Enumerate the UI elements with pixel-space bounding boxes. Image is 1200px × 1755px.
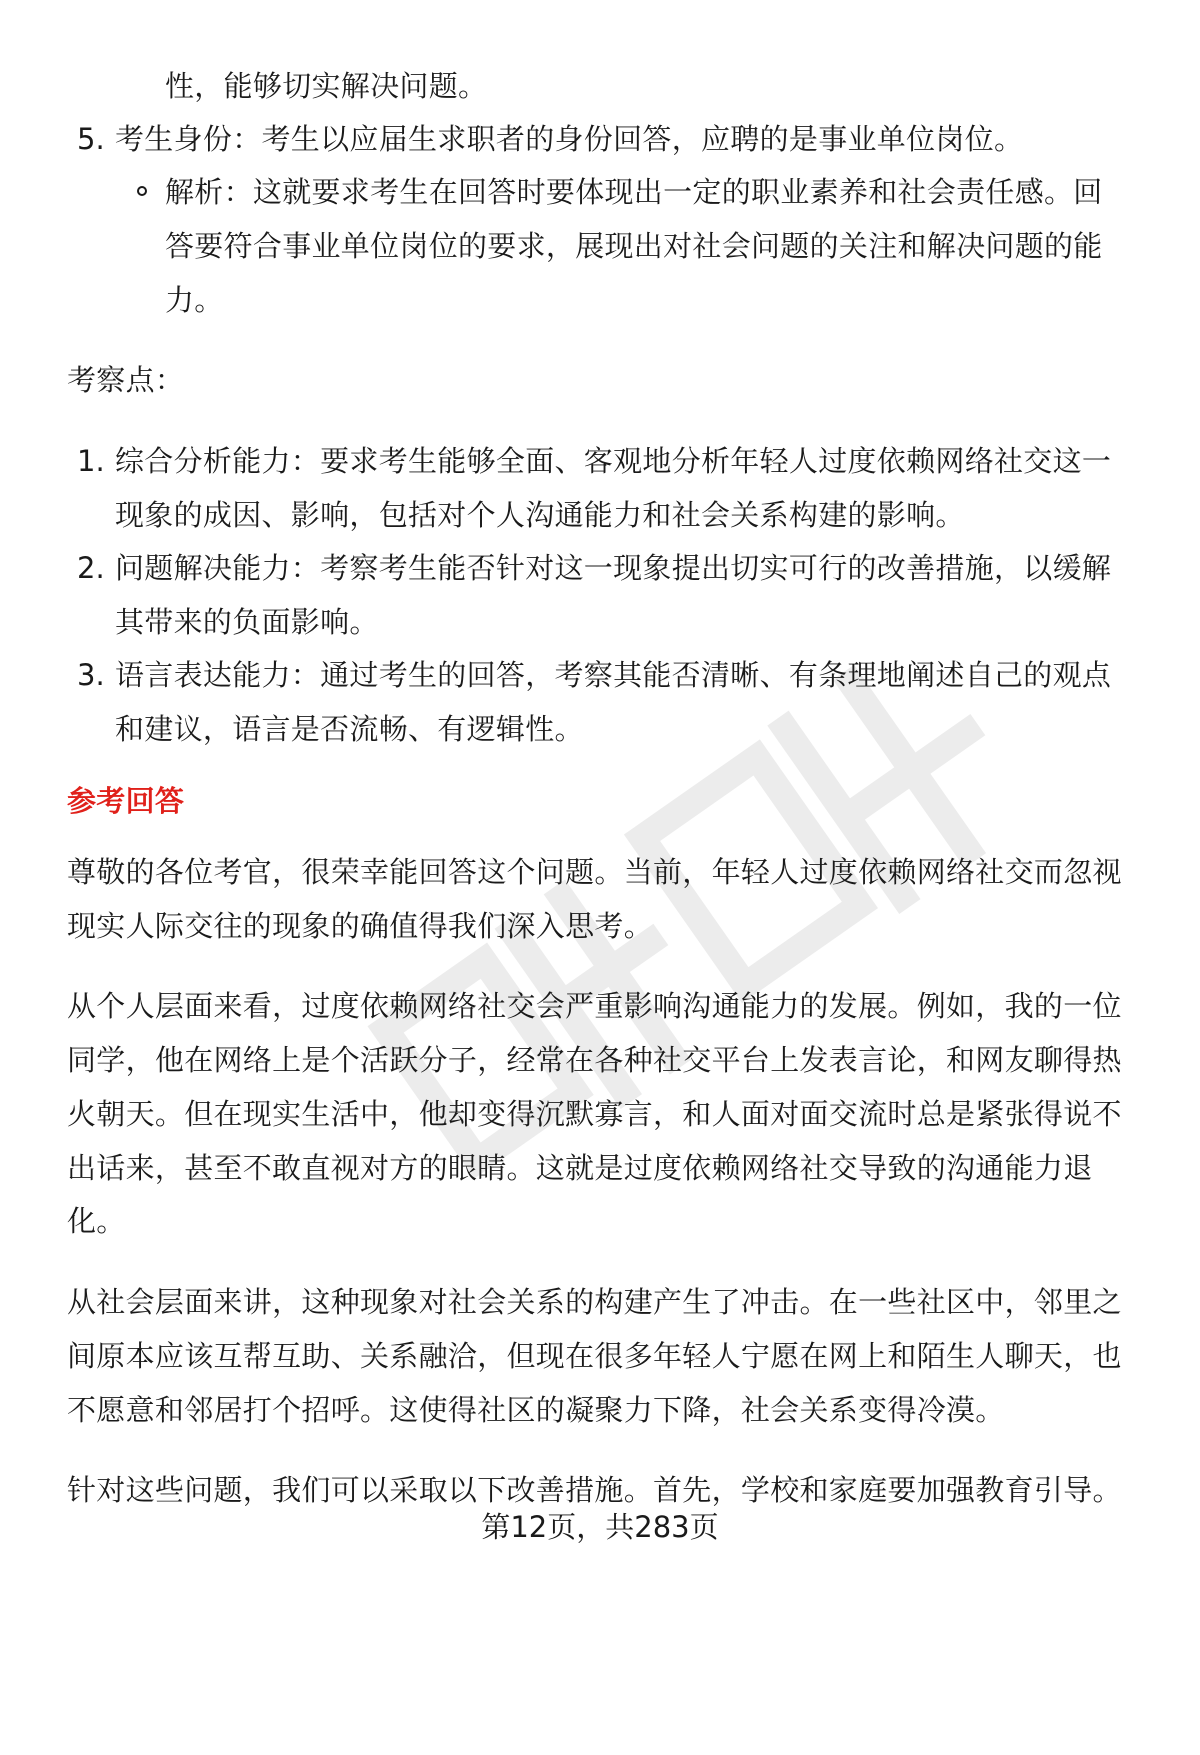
paragraph-line: 针对这些问题，我们可以采取以下改善措施。首先，学校和家庭要加强教育引导。 [67, 1473, 1122, 1507]
list-number: 3. [77, 658, 105, 692]
assessment-line: 现象的成因、影响，包括对个人沟通能力和社会关系构建的影响。 [115, 498, 965, 532]
paragraph-line: 从个人层面来看，过度依赖网络社交会严重影响沟通能力的发展。例如，我的一位 [67, 989, 1122, 1023]
assessment-line: 其带来的负面影响。 [115, 605, 379, 639]
assessment-line: 语言表达能力：通过考生的回答，考察其能否清晰、有条理地阐述自己的观点 [115, 658, 1112, 692]
analysis-line: 解析：这就要求考生在回答时要体现出一定的职业素养和社会责任感。回 [165, 175, 1103, 209]
paragraph-line: 同学，他在网络上是个活跃分子，经常在各种社交平台上发表言论，和网友聊得热 [67, 1043, 1122, 1077]
reference-heading: 参考回答 [67, 784, 185, 818]
circle-bullet-icon [137, 186, 147, 196]
assessment-line: 和建议，语言是否流畅、有逻辑性。 [115, 712, 584, 746]
page-number: 第12页，共283页 [481, 1510, 719, 1544]
paragraph-line: 不愿意和邻居打个招呼。这使得社区的凝聚力下降，社会关系变得冷漠。 [67, 1393, 1005, 1427]
paragraph-line: 化。 [67, 1204, 126, 1238]
item5-text: 考生身份：考生以应届生求职者的身份回答，应聘的是事业单位岗位。 [115, 122, 1024, 156]
assessment-line: 问题解决能力：考察考生能否针对这一现象提出切实可行的改善措施，以缓解 [115, 551, 1112, 585]
paragraph-line: 间原本应该互帮互助、关系融洽，但现在很多年轻人宁愿在网上和陌生人聊天，也 [67, 1339, 1122, 1373]
paragraph-line: 尊敬的各位考官，很荣幸能回答这个问题。当前，年轻人过度依赖网络社交而忽视 [67, 855, 1122, 889]
assessment-label: 考察点： [67, 363, 185, 397]
list-number: 5. [77, 122, 105, 156]
list-number: 1. [77, 444, 105, 478]
paragraph-line: 火朝天。但在现实生活中，他却变得沉默寡言，和人面对面交流时总是紧张得说不 [67, 1097, 1122, 1131]
continuation-text: 性，能够切实解决问题。 [165, 69, 488, 103]
analysis-line: 力。 [165, 283, 224, 317]
list-number: 2. [77, 551, 105, 585]
paragraph-line: 从社会层面来讲，这种现象对社会关系的构建产生了冲击。在一些社区中，邻里之 [67, 1285, 1122, 1319]
paragraph-line: 现实人际交往的现象的确值得我们深入思考。 [67, 909, 654, 943]
paragraph-line: 出话来，甚至不敢直视对方的眼睛。这就是过度依赖网络社交导致的沟通能力退 [67, 1151, 1093, 1185]
assessment-line: 综合分析能力：要求考生能够全面、客观地分析年轻人过度依赖网络社交这一 [115, 444, 1112, 478]
analysis-line: 答要符合事业单位岗位的要求，展现出对社会问题的关注和解决问题的能 [165, 229, 1103, 263]
